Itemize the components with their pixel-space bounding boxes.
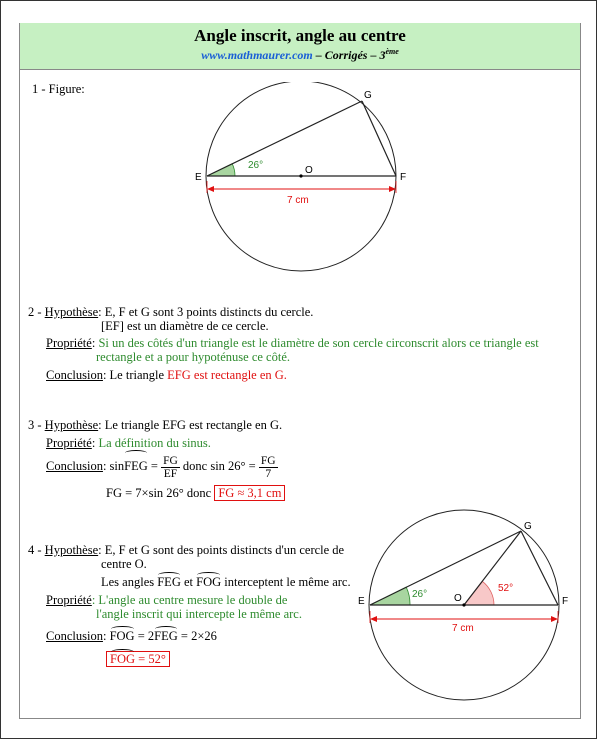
label-e: E	[358, 596, 365, 607]
s2-hypothesis-line2: [EF] est un diamètre de ce cercle.	[101, 319, 269, 333]
s4-hypothesis-line2: centre O.	[101, 557, 147, 571]
s2-property-line1: Propriété: Si un des côtés d'un triangle est le diamètre de son cercle circonscrit alors ce triangle est	[46, 336, 539, 350]
label-g: G	[524, 521, 532, 532]
label-o: O	[454, 593, 462, 604]
s3-result-line: FG = 7×sin 26° donc FG ≈ 3,1 cm	[106, 486, 285, 501]
label-f: F	[562, 596, 569, 607]
label-e: E	[195, 172, 202, 183]
s2-property-line2: rectangle et a pour hypoténuse ce côté.	[96, 350, 291, 364]
figure-2	[355, 507, 580, 717]
s4-result-box: FOG = 52°	[106, 651, 170, 667]
site-link[interactable]: www.mathmaurer.com	[201, 48, 313, 62]
label-o: O	[305, 165, 313, 176]
label-angle-central: 52°	[498, 583, 514, 594]
s3-result-box: FG ≈ 3,1 cm	[214, 485, 285, 501]
s4-conclusion: Conclusion: FOG = 2FEG = 2×26	[46, 629, 217, 643]
s2-conclusion: Conclusion: Le triangle EFG est rectangle en G.	[46, 368, 287, 382]
header-banner	[20, 23, 580, 70]
s4-result-line	[106, 652, 170, 667]
label-angle-inscribed: 26°	[412, 589, 428, 600]
subtitle-sup: ème	[385, 47, 399, 56]
s4-hypothesis-line1: 4 - Hypothèse: E, F et G sont des points distincts d'un cercle de	[28, 543, 345, 557]
center-o	[299, 174, 302, 177]
subtitle-text: – Corrigés – 3	[312, 48, 386, 62]
segment-gf	[362, 101, 396, 176]
segment-gf	[521, 531, 558, 605]
label-diameter: 7 cm	[287, 195, 309, 206]
section1-label: 1 - Figure:	[32, 82, 85, 96]
s3-hypothesis: 3 - Hypothèse: Le triangle EFG est rectangle en G.	[28, 418, 283, 432]
label-diameter: 7 cm	[452, 623, 474, 634]
center-o	[462, 603, 465, 606]
label-angle: 26°	[248, 160, 264, 171]
page-subtitle	[20, 47, 580, 63]
s2-hypothesis-line1: 2 - Hypothèse: E, F et G sont 3 points distincts du cercle.	[28, 305, 314, 319]
s4-angles-line: Les angles FEG et FOG interceptent le même arc.	[101, 575, 351, 589]
figure-1	[190, 82, 420, 282]
label-f: F	[400, 172, 407, 183]
page-title: Angle inscrit, angle au centre	[194, 26, 406, 45]
s4-property-line1: Propriété: L'angle au centre mesure le double de	[46, 593, 288, 607]
label-g: G	[364, 90, 372, 101]
s3-conclusion: Conclusion: sinFEG = $\frac{FG}{EF}$ donc sin 26° = $\frac{FG}{7}$	[46, 454, 276, 480]
s3-property: Propriété: La définition du sinus.	[46, 436, 211, 450]
s4-property-line2: l'angle inscrit qui intercepte le même arc.	[96, 607, 302, 621]
